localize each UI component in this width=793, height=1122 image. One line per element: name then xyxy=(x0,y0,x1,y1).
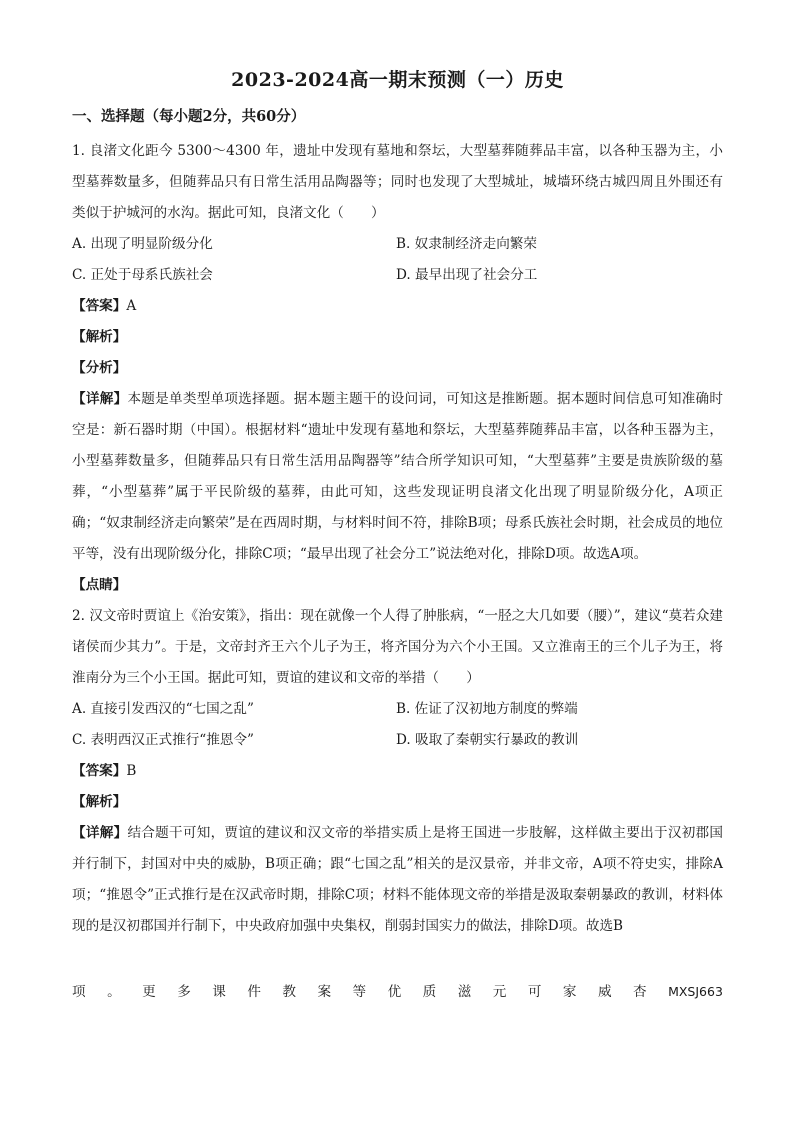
footer-line xyxy=(72,980,723,1004)
footer-char: 家 xyxy=(562,984,577,1000)
detail-text: 结合题干可知，贾谊的建议和汉文帝的举措实质上是将王国进一步肢解，这样做主要出于汉初郡国并行制下，封国对中央的威胁，B项正确；跟“七国之乱”相关的是汉景帝，并非文帝，A项不符史实，排除A项；“推恩令”正式推行是在汉武帝时期，排除C项；材料不能体现文帝的举措是汲取秦朝暴政的教训，材料体现的是汉初郡国并行制下，中央政府加强中央集权，削弱封国实力的做法，排除D项。故选B xyxy=(72,825,724,934)
page-title: 2023-2024高一期末预测（一）历史 xyxy=(231,69,564,91)
answer-value: B xyxy=(126,763,137,779)
fenxi-tag: 【分析】 xyxy=(72,360,127,376)
question-1-options xyxy=(72,229,723,291)
question-2-options xyxy=(72,694,723,756)
dianjing-tag: 【点睛】 xyxy=(72,577,127,593)
question-1-stem: 1. 良渚文化距今 5300～4300 年，遗址中发现有墓地和祭坛，大型墓葬随葬品丰富，以各种玉器为主，小型墓葬数量多，但随葬品只有日常生活用品陶器等；同时也发现了大型城址，城墙环绕古城四周且外围还有类似于护城河的水沟。据此可知，良渚文化（ ） xyxy=(72,143,723,221)
detail-tag: 【详解】 xyxy=(72,825,128,841)
question-1 xyxy=(72,136,723,601)
footer-char: 。 xyxy=(107,984,121,1000)
footer-char: 优 xyxy=(387,984,402,1000)
footer-char: 杏 xyxy=(633,984,647,1000)
footer-char: 项 xyxy=(72,984,86,1000)
analysis-tag: 【解析】 xyxy=(72,329,127,345)
section-heading: 一、选择题（每小题2分，共60分） xyxy=(72,108,306,125)
footer-char: 件 xyxy=(247,984,261,1000)
option-a: A. 直接引发西汉的“七国之乱” xyxy=(72,701,254,717)
footer-code: MXSJ663 xyxy=(668,984,723,999)
answer-tag: 【答案】 xyxy=(72,298,127,314)
footer-char: 可 xyxy=(527,984,542,1000)
option-d: D. 吸取了秦朝实行暴政的教训 xyxy=(396,732,579,748)
detail-text: 本题是单类型单项选择题。据本题主题干的设问词，可知这是推断题。据本题时间信息可知准确时空是：新石器时期（中国）。根据材料“遗址中发现有墓地和祭坛，大型墓葬随葬品丰富，以各种玉器为主，小型墓葬数量多，但随葬品只有日常生活用品陶器等”结合所学知识可知，“大型墓葬”主要是贵族阶级的墓葬，“小型墓葬”属于平民阶级的墓葬，由此可知，这些发现证明良渚文化出现了明显阶级分化，A项正确；“奴隶制经济走向繁荣”是在西周时期，与材料时间不符，排除B项；母系氏族社会时期，社会成员的地位平等，没有出现阶级分化，排除C项；“最早出现了社会分工”说法绝对化，排除D项。故选A项。 xyxy=(72,391,724,562)
option-c: C. 表明西汉正式推行“推恩令” xyxy=(72,732,254,748)
footer-char: 更 xyxy=(142,984,156,1000)
option-b: B. 佐证了汉初地方制度的弊端 xyxy=(396,701,578,717)
footer-char: 元 xyxy=(492,984,507,1000)
footer-char: 案 xyxy=(317,984,332,1000)
question-2 xyxy=(72,601,723,942)
footer-char: 教 xyxy=(282,984,296,1000)
question-2-stem: 2. 汉文帝时贾谊上《治安策》，指出：现在就像一个人得了肿胀病，“一胫之大几如要（腰）”，建议“莫若众建诸侯而少其力”。于是，文帝封齐王六个儿子为王，将齐国分为六个小王国。又立淮南王的三个儿子为王，将淮南分为三个小王国。据此可知，贾谊的建议和文帝的举措（ ） xyxy=(72,608,723,686)
footer-char: 课 xyxy=(212,984,226,1000)
footer-char: 滋 xyxy=(457,984,472,1000)
answer-value: A xyxy=(126,298,137,314)
footer-char: 质 xyxy=(422,984,437,1000)
option-a: A. 出现了明显阶级分化 xyxy=(72,236,213,252)
detail-tag: 【详解】 xyxy=(72,391,128,407)
detail-paragraph xyxy=(72,384,723,570)
option-c: C. 正处于母系氏族社会 xyxy=(72,267,213,283)
footer-char: 等 xyxy=(352,984,367,1000)
answer-line xyxy=(72,756,723,787)
answer-tag: 【答案】 xyxy=(72,763,127,779)
footer-char: 威 xyxy=(597,984,612,1000)
option-d: D. 最早出现了社会分工 xyxy=(396,267,538,283)
answer-line xyxy=(72,291,723,322)
option-b: B. 奴隶制经济走向繁荣 xyxy=(396,236,537,252)
analysis-tag: 【解析】 xyxy=(72,794,127,810)
footer-char: 多 xyxy=(177,984,191,1000)
detail-paragraph xyxy=(72,818,723,942)
